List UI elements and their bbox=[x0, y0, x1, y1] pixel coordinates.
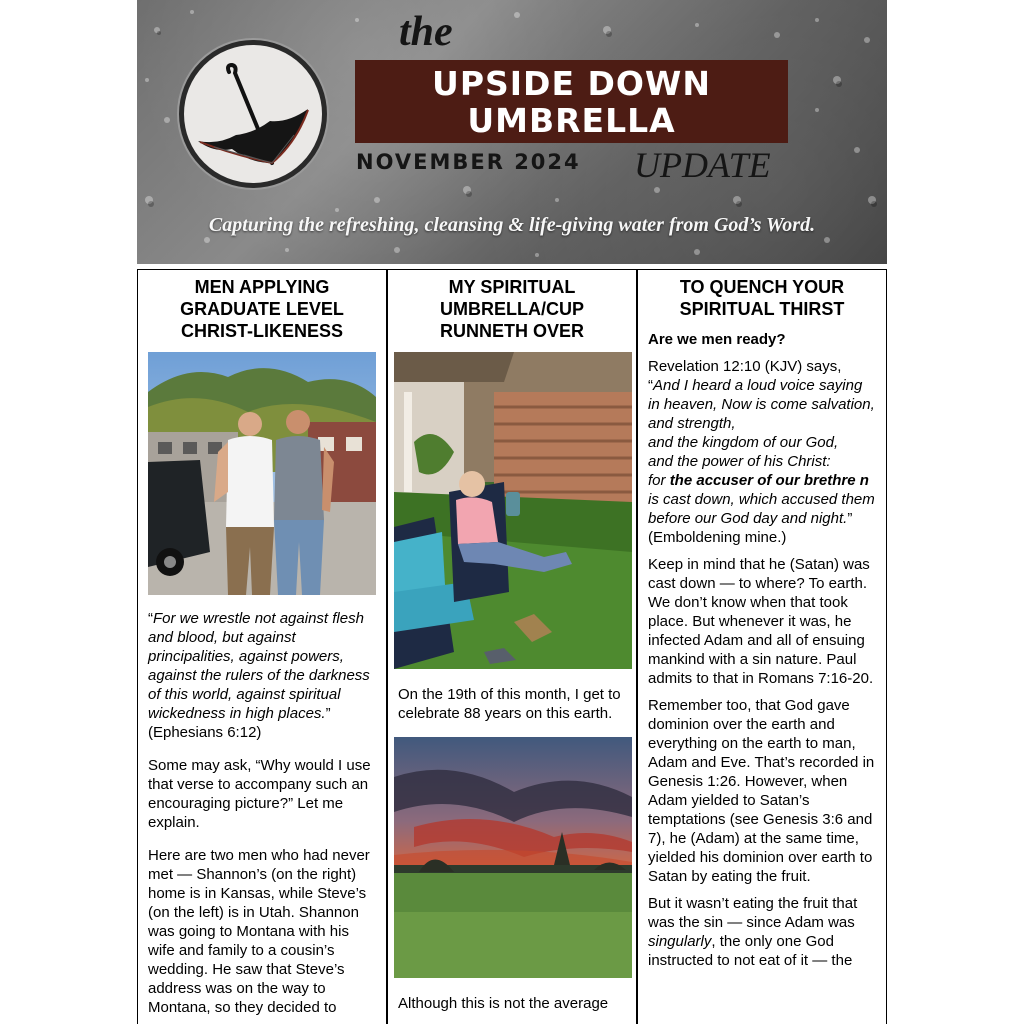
issue-month: NOVEMBER 2024 bbox=[356, 150, 581, 174]
masthead-title-box bbox=[355, 60, 788, 143]
column-cup-runneth-over bbox=[387, 269, 637, 1024]
column-3-subhead: Are we men ready? bbox=[648, 331, 786, 348]
masthead-the: the bbox=[399, 9, 453, 55]
newsletter-columns bbox=[137, 269, 887, 1024]
photo-sunset bbox=[394, 737, 632, 978]
ephesians-reference: (Ephesians 6:12) bbox=[148, 724, 262, 741]
masthead-tagline: Capturing the refreshing, cleansing & life-giving water from God’s Word. bbox=[208, 214, 816, 236]
ephesians-quote: For we wrestle not against flesh and blood, but against principalities, against powers, against the rulers of the darkness of this world, against spiritual wickedness in high places. bbox=[148, 610, 370, 722]
masthead-title-line-1: UPSIDE DOWN bbox=[432, 63, 711, 103]
revelation-quote-1: And I heard a loud voice saying in heaven, Now is come salvation, and strength, bbox=[648, 377, 875, 432]
column-2-caption-2: Although this is not the average bbox=[398, 995, 609, 1012]
revelation-intro: Revelation 12:10 (KJV) says, bbox=[648, 358, 842, 375]
man-in-chair-image bbox=[394, 352, 632, 669]
photo-man-in-chair bbox=[394, 352, 632, 669]
revelation-quote-bold: the accuser of our brethre n bbox=[669, 472, 869, 489]
column-men-applying bbox=[137, 269, 387, 1024]
revelation-quote-5: is cast down, which accused them before our God day and night. bbox=[648, 491, 875, 527]
upside-down-umbrella-icon bbox=[184, 45, 322, 183]
sunset-image bbox=[394, 737, 632, 978]
column-2-heading: MY SPIRITUAL UMBRELLA/CUP RUNNETH OVER bbox=[439, 277, 584, 341]
paragraph-4-start: But it wasn’t eating the fruit that was the sin — since Adam was bbox=[648, 895, 858, 931]
revelation-quote-2: and the kingdom of our God, bbox=[648, 434, 839, 451]
photo-two-men bbox=[148, 352, 376, 595]
column-1-paragraph-3: Here are two men who had never met — Shannon’s (on the right) home is in Kansas, while Steve’s (on the left) is in Utah. Shannon was going to Montana with his wife and family to a cousin’s wedding. He saw that Steve’s address was on the way to Montana, so they decided to bbox=[148, 847, 370, 1016]
column-2-caption-1: On the 19th of this month, I get to celebrate 88 years on this earth. bbox=[398, 686, 621, 722]
column-1-verse: “For we wrestle not against flesh and blood, but against principalities, against powers, against the rulers of the darkness of this world, against spiritual wickedness in high places.” (Ephesians 6:12) bbox=[148, 610, 370, 741]
column-3-paragraph-2: Keep in mind that he (Satan) was cast down — to where? To earth. We don’t know when that took place. But whenever it was, he infected Adam and all of ensuing mankind with a sin nature. Paul admits to that in Romans 7:16-20. bbox=[648, 556, 874, 687]
two-men-image bbox=[148, 352, 376, 595]
column-3-revelation-paragraph: Revelation 12:10 (KJV) says, “And I heard a loud voice saying in heaven, Now is come salvation, and strength, and the kingdom of our God, and the power of his Christ: for the accuser of our brethre n is cast down, which accused them before our God day and night.” (Emboldening mine.) bbox=[648, 358, 875, 546]
column-1-paragraph-2: Some may ask, “Why would I use that verse to accompany such an encouraging picture?” Let me explain. bbox=[148, 757, 371, 831]
column-3-heading: TO QUENCH YOUR SPIRITUAL THIRST bbox=[679, 277, 845, 319]
paragraph-4-singularly: singularly bbox=[648, 933, 712, 950]
masthead-title-line-2: UMBRELLA bbox=[467, 100, 676, 140]
umbrella-logo bbox=[179, 40, 327, 188]
masthead-banner bbox=[137, 0, 887, 264]
column-quench-thirst bbox=[637, 269, 887, 1024]
column-3-paragraph-4 bbox=[648, 894, 876, 970]
revelation-quote-3: and the power of his Christ: bbox=[648, 453, 831, 470]
revelation-tail: (Emboldening mine.) bbox=[648, 529, 787, 546]
paragraph-4-end: , the only one God instructed to not eat of it — the bbox=[648, 933, 853, 969]
revelation-quote-4: for bbox=[648, 472, 666, 489]
column-1-heading: MEN APPLYING GRADUATE LEVEL CHRIST-LIKENESS bbox=[180, 277, 344, 341]
column-3-paragraph-3: Remember too, that God gave dominion over the earth and everything on the earth to man, Adam and Eve. That’s recorded in Genesis 1:26. However, when Adam yielded to Satan’s temptations (see Genesis 3:6 and 7), he (Adam) at the same time, yielded his dominion over earth to Satan by eating the fruit. bbox=[648, 697, 875, 885]
issue-update-label: UPDATE bbox=[634, 145, 771, 185]
